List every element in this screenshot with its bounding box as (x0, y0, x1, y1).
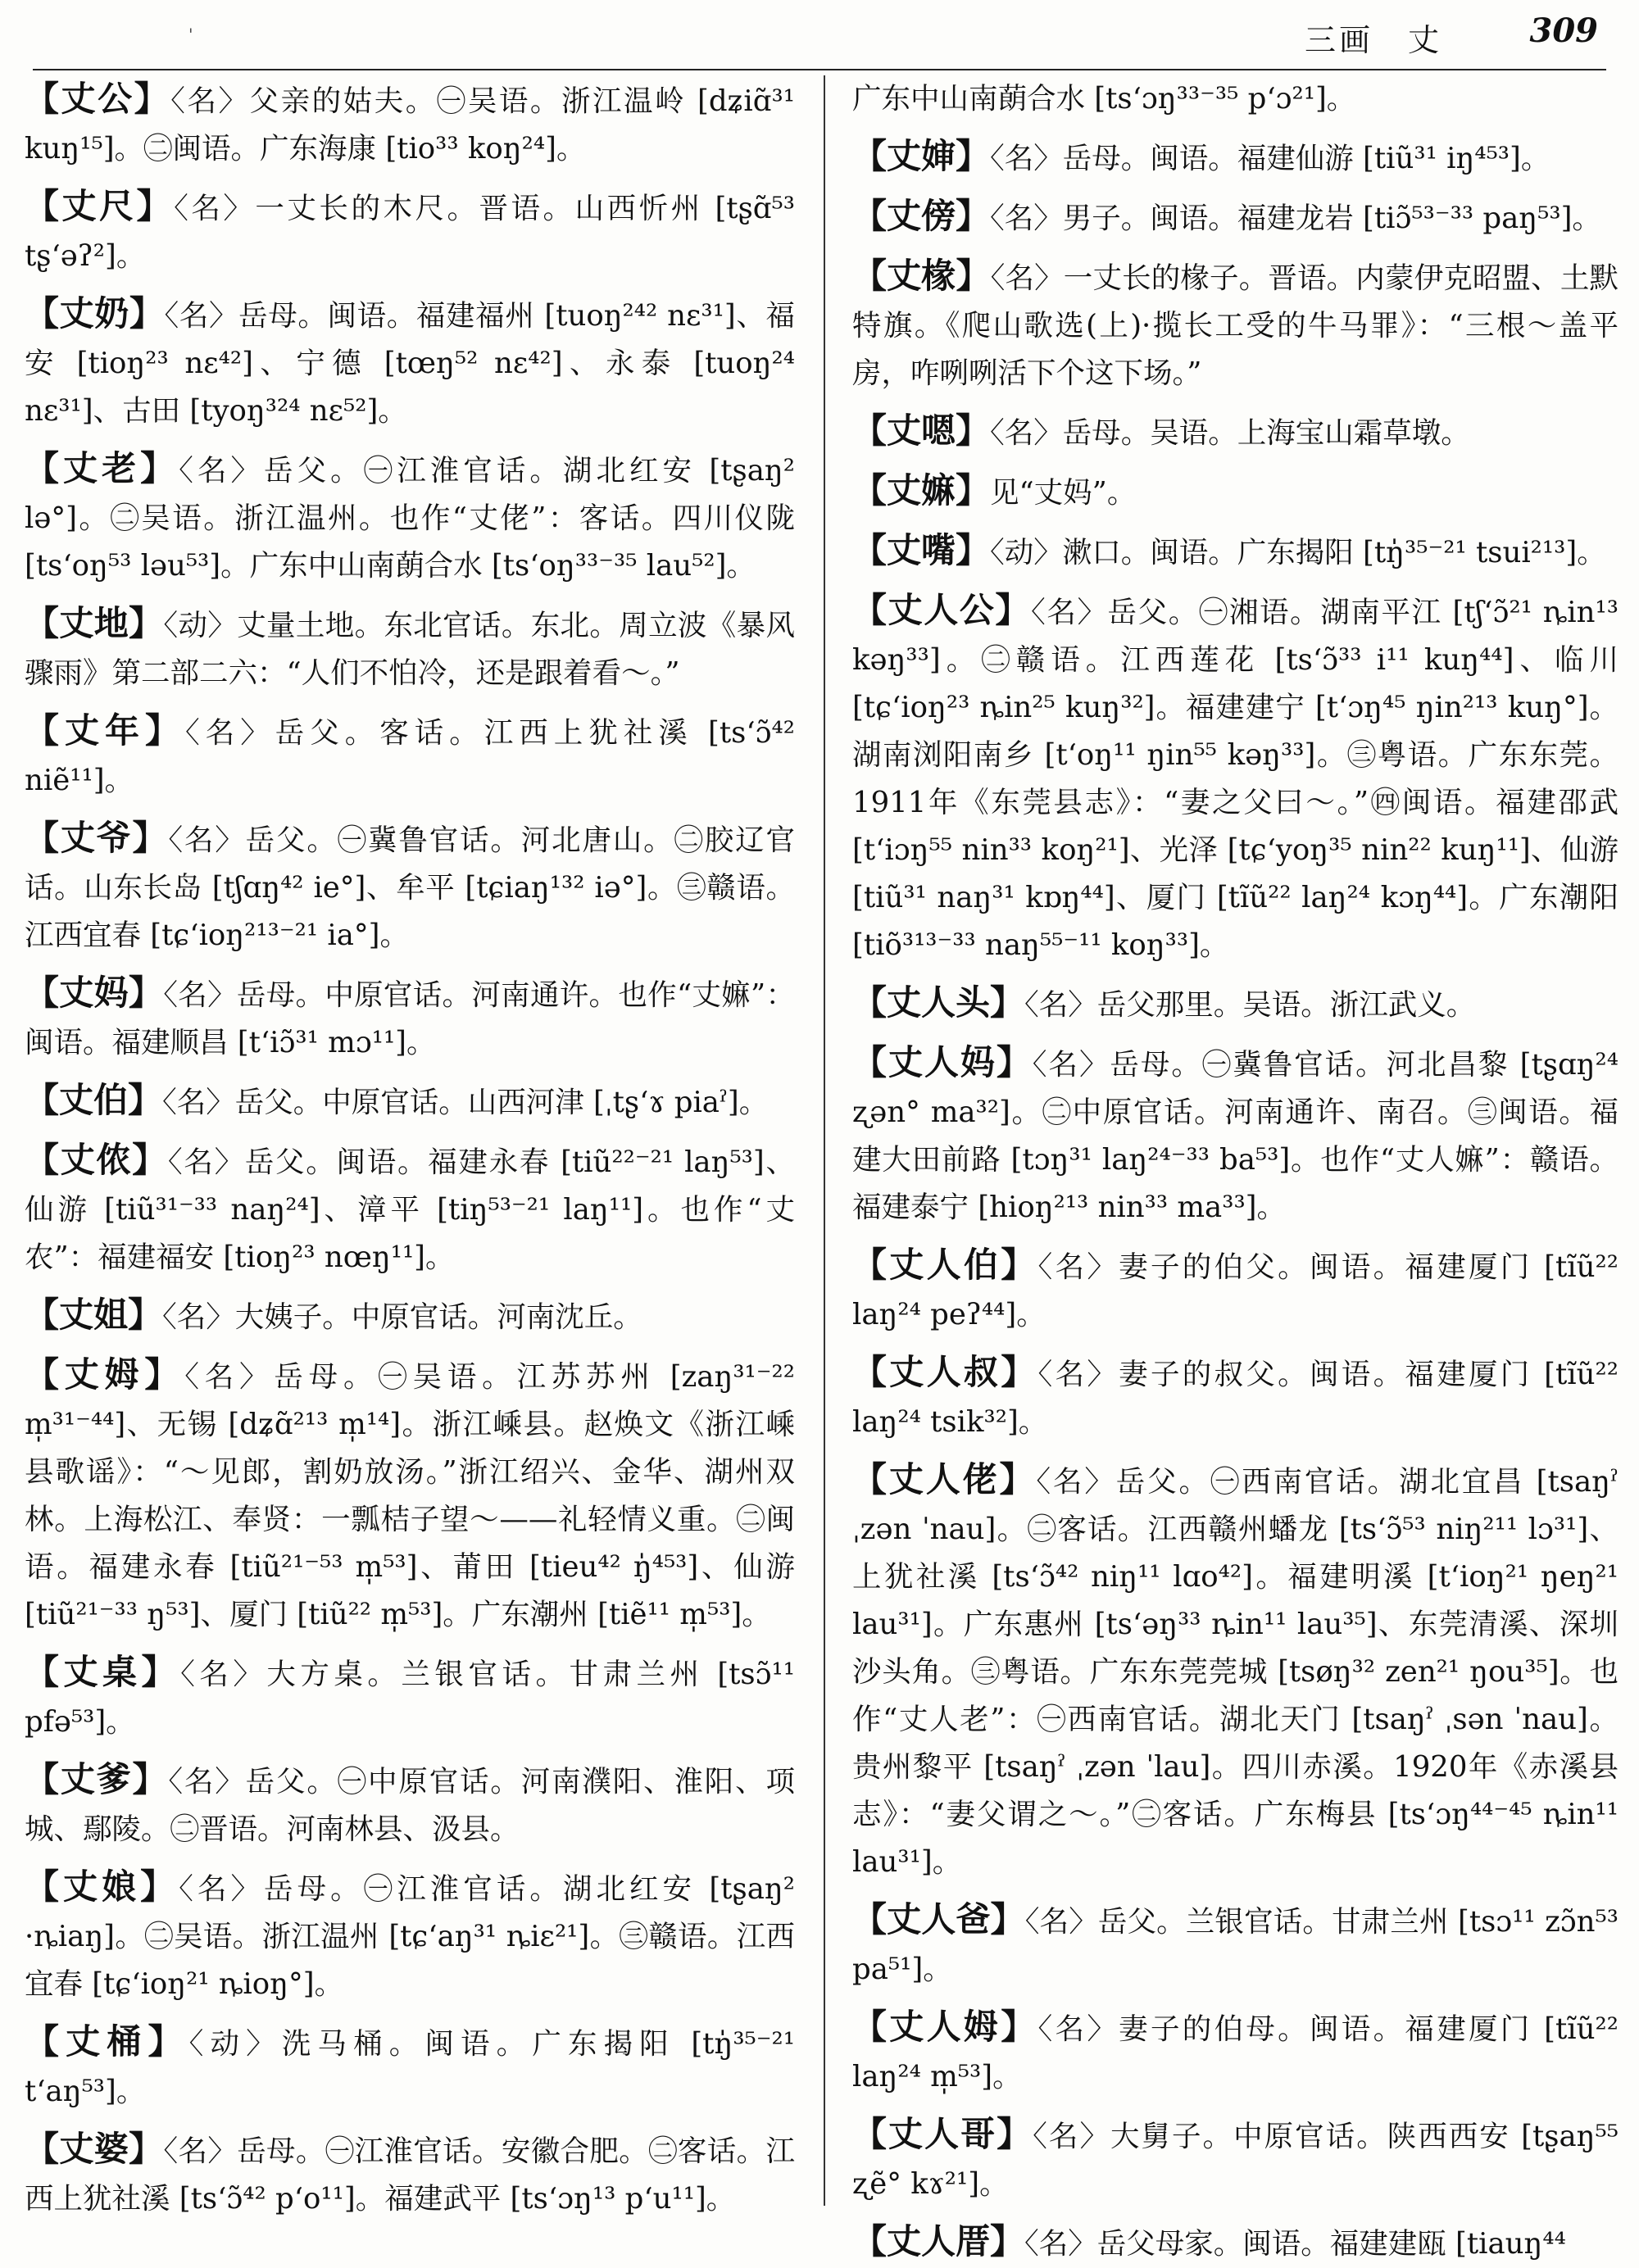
entry-headword: 【丈地】 (25, 603, 164, 643)
entry-definition: 〈名〉岳父母家。闽语。福建建瓯 [tiauŋ⁴⁴ (1024, 2227, 1566, 2261)
entry-headword: 【丈老】 (25, 448, 179, 488)
entry-definition: 〈名〉岳父。中原官话。山西河津 [ˌtʂʻɤ piaˀ]。 (162, 1086, 769, 1119)
dictionary-entry (852, 2218, 1619, 2268)
entry-headword: 【丈娘】 (25, 1867, 179, 1907)
dictionary-entry (852, 587, 1619, 969)
dictionary-entry (852, 252, 1619, 397)
entry-headword: 【丈伯】 (25, 1080, 163, 1120)
dictionary-entry (25, 600, 795, 697)
dictionary-entry (25, 814, 795, 959)
dictionary-entry (852, 1039, 1619, 1232)
dictionary-entry (25, 1756, 795, 1853)
entry-headword: 【丈公】 (25, 79, 171, 119)
entry-definition: 〈名〉岳母。吴语。上海宝山霜草墩。 (990, 416, 1470, 450)
page-header (33, 0, 1606, 70)
entry-definition: 〈名〉妻子的叔父。闽语。福建厦门 [tĩũ²² laŋ²⁴ tsik³²]。 (852, 1358, 1619, 1439)
entry-definition: 〈名〉妻子的伯母。闽语。福建厦门 [tĩũ²² laŋ²⁴ m̩⁵³]。 (852, 2012, 1619, 2093)
entry-definition: 〈名〉大舅子。中原官话。陕西西安 [tʂaŋ⁵⁵ ʐẽ° kɤ²¹]。 (852, 2120, 1619, 2201)
entry-definition: 〈名〉岳母。㊀吴语。江苏苏州 [zaŋ³¹⁻²² m̩³¹⁻⁴⁴]、无锡 [dʑɑ̃²¹³ m̩¹⁴]。浙江嵊县。赵焕文《浙江嵊县歌谣》：“～见郎，割奶放汤。”浙江绍兴、金华、湖州双林。上海松江、奉贤：一瓢桔子望～——礼轻情义重。㊁闽语。福建永春 [tiũ²¹⁻⁵³ m̩⁵³]、莆田 [tieu⁴² ŋ̍⁴⁵³]、仙游 [tiũ²¹⁻³³ ŋ⁵³]、厦门 [tiũ²² m̩⁵³]。广东潮州 [tiẽ¹¹ m̩⁵³]。 (25, 1360, 795, 1631)
entry-headword: 【丈椽】 (852, 256, 991, 296)
right-column (852, 75, 1619, 2261)
entry-definition: 〈名〉岳父。㊀湘语。湖南平江 [tʃʻɔ̃²¹ ȵin¹³ kəŋ³³]。㊁赣语。江西莲花 [tsʻɔ̃³³ i¹¹ kuŋ⁴⁴]、临川 [tɕʻioŋ²³ ȵin²⁵ kuŋ³²]。福建建宁 [tʻɔŋ⁴⁵ ŋin²¹³ kuŋ°]。湖南浏阳南乡 [tʻoŋ¹¹ ŋin⁵⁵ kəŋ³³]。㊂粤语。广东东莞。1911年《东莞县志》：“妻之父曰～。”㊃闽语。福建邵武 [tʻiɔŋ⁵⁵ nin³³ koŋ²¹]、光泽 [tɕʻyoŋ³⁵ nin²² kuŋ¹¹]、仙游 [tiũ³¹ naŋ³¹ kɒŋ⁴⁴]、厦门 [tĩũ²² laŋ²⁴ kɔŋ⁴⁴]。广东潮阳 [tiõ³¹³⁻³³ naŋ⁵⁵⁻¹¹ koŋ³³]。 (852, 596, 1619, 962)
entry-headword: 【丈嘴】 (852, 530, 991, 570)
entry-headword: 【丈爷】 (25, 818, 169, 858)
dictionary-entry (25, 290, 795, 435)
entry-definition: 〈名〉岳父。兰银官话。甘肃兰州 [tsɔ¹¹ zɔ̃n⁵³ pa⁵¹]。 (852, 1905, 1619, 1986)
entry-definition: 〈名〉岳母。㊀江淮官话。湖北红安 [tʂaŋ² ·ȵiaŋ]。㊁吴语。浙江温州 [tɕʻaŋ³¹ ȵiɛ²¹]。㊂赣语。江西宜春 [tɕʻioŋ²¹ ȵioŋ°]。 (25, 1872, 795, 2001)
dictionary-entry (852, 467, 1619, 517)
dictionary-entry (25, 707, 795, 805)
dictionary-entry (25, 2125, 795, 2223)
entry-headword: 【丈尺】 (25, 186, 175, 226)
dictionary-entry (25, 445, 795, 590)
dictionary-entry (25, 1136, 795, 1281)
entry-definition: 〈名〉父亲的姑夫。㊀吴语。浙江温岭 [dʑiɑ̃³¹ kuŋ¹⁵]。㊁闽语。广东海康 [tio³³ koŋ²⁴]。 (25, 84, 795, 166)
dictionary-entry (25, 969, 795, 1067)
entry-headword: 【丈人公】 (852, 590, 1031, 630)
entry-definition: 见“丈妈”。 (990, 476, 1137, 510)
dictionary-entry (852, 979, 1619, 1029)
entry-headword: 【丈嫲】 (852, 470, 991, 510)
dictionary-entry (852, 1349, 1619, 1446)
dictionary-entry (25, 183, 795, 280)
left-column (25, 75, 795, 2216)
continuation-text: 广东中山南蓢合水 [tsʻɔŋ³³⁻³⁵ pʻɔ²¹]。 (852, 82, 1356, 116)
entry-headword: 【丈人伯】 (852, 1245, 1038, 1285)
entry-headword: 【丈人爸】 (852, 1899, 1025, 1939)
entry-headword: 【丈年】 (25, 710, 185, 751)
page-number: 309 (1529, 11, 1598, 50)
entry-headword: 【丈侬】 (25, 1140, 168, 1180)
entry-definition: 〈名〉一丈长的椽子。晋语。内蒙伊克昭盟、土默特旗。《爬山歌选(上)·揽长工受的牛马罪》：“三根～盖平房，咋咧咧活下个这下场。” (852, 261, 1619, 390)
entry-headword: 【丈奶】 (25, 293, 165, 333)
dictionary-entry (25, 1077, 795, 1127)
entry-definition: 〈名〉岳父。㊀西南官话。湖北宜昌 [tsaŋˀ ˌzən ˈnau]。㊁客话。江西赣州蟠龙 [tsʻɔ̃⁵³ niŋ²¹¹ lɔ³¹]、上犹社溪 [tsʻɔ̃⁴² niŋ¹¹ lɑo⁴²]。福建明溪 [tʻioŋ²¹ ŋeŋ²¹ lau³¹]。广东惠州 [tsʻəŋ³³ ȵin¹¹ lau³⁵]、东莞清溪、深圳沙头角。㊂粤语。广东东莞莞城 [tsøŋ³² zen²¹ ŋou³⁵]。也作“丈人老”：㊀西南官话。湖北天门 [tsaŋˀ ˌsən ˈnau]。贵州黎平 [tsaŋˀ ˌzən ˈlau]。四川赤溪。1920年《赤溪县志》：“妻父谓之～。”㊁客话。广东梅县 [tsʻɔŋ⁴⁴⁻⁴⁵ ȵin¹¹ lau³¹]。 (852, 1465, 1619, 1879)
entry-headword: 【丈婆】 (25, 2129, 164, 2169)
entry-definition: 〈名〉岳父。客话。江西上犹社溪 [tsʻɔ̃⁴² niẽ¹¹]。 (25, 716, 795, 797)
dictionary-entry (25, 1291, 795, 1341)
entry-definition: 〈动〉洗马桶。闽语。广东揭阳 [tŋ̍³⁵⁻²¹ tʻaŋ⁵³]。 (25, 2027, 795, 2108)
entry-headword: 【丈妈】 (25, 973, 164, 1013)
entry-headword: 【丈桶】 (25, 2021, 189, 2062)
entry-headword: 【丈人佬】 (852, 1459, 1037, 1499)
entry-headword: 【丈人叔】 (852, 1352, 1038, 1392)
entry-definition: 〈名〉岳母。闽语。福建福州 [tuoŋ²⁴² nɛ³¹]、福安 [tioŋ²³ nɛ⁴²]、宁德 [tœŋ⁵² nɛ⁴²]、永泰 [tuoŋ²⁴ nɛ³¹]、古田 [tyoŋ³²⁴ nɛ⁵²]。 (25, 299, 795, 428)
dictionary-entry (852, 193, 1619, 243)
entry-definition: 〈名〉大方桌。兰银官话。甘肃兰州 [tsɔ̃¹¹ pfə⁵³]。 (25, 1658, 795, 1739)
entry-headword: 【丈嗯】 (852, 411, 991, 451)
dictionary-entry (25, 1351, 795, 1639)
dictionary-entry (852, 2111, 1619, 2208)
entry-headword: 【丈人妈】 (852, 1042, 1033, 1082)
dictionary-entry (25, 1649, 795, 1746)
entry-definition: 〈名〉大姨子。中原官话。河南沈丘。 (162, 1300, 642, 1334)
entry-headword: 【丈傍】 (852, 196, 991, 236)
entry-definition: 〈名〉岳母。㊀江淮官话。安徽合肥。㊁客话。江西上犹社溪 [tsʻɔ̃⁴² pʻo¹¹]。福建武平 [tsʻɔŋ¹³ pʻu¹¹]。 (25, 2134, 795, 2216)
entry-definition: 〈名〉岳父。㊀江淮官话。湖北红安 [tʂaŋ² lə°]。㊁吴语。浙江温州。也作“丈佬”：客话。四川仪陇 [tsʻoŋ⁵³ ləu⁵³]。广东中山南蓢合水 [tsʻoŋ³³⁻³⁵ lau⁵²]。 (25, 454, 795, 583)
dictionary-entry (852, 1896, 1619, 1994)
dictionary-entry (852, 407, 1619, 457)
corner-mark: ' (188, 25, 193, 44)
entry-headword: 【丈人哥】 (852, 2114, 1033, 2154)
entry-definition: 〈名〉岳母。闽语。福建仙游 [tiũ³¹ iŋ⁴⁵³]。 (990, 142, 1550, 175)
entry-definition: 〈名〉男子。闽语。福建龙岩 [tiɔ̃⁵³⁻³³ paŋ⁵³]。 (990, 202, 1601, 235)
entry-headword: 【丈爹】 (25, 1759, 169, 1799)
entry-definition: 〈名〉岳父。㊀冀鲁官话。河北唐山。㊁胶辽官话。山东长岛 [tʃɑŋ⁴² ie°]、牟平 [tɕiaŋ¹³² iə°]。㊂赣语。江西宜春 [tɕʻioŋ²¹³⁻²¹ ia°]。 (25, 823, 795, 952)
running-head: 三画 丈 (1304, 22, 1442, 58)
entry-headword: 【丈桌】 (25, 1652, 181, 1692)
entry-headword: 【丈姐】 (25, 1295, 163, 1335)
entry-definition: 〈名〉妻子的伯父。闽语。福建厦门 [tĩũ²² laŋ²⁴ peʔ⁴⁴]。 (852, 1250, 1619, 1331)
entry-definition: 〈名〉岳母。㊀冀鲁官话。河北昌黎 [tʂɑŋ²⁴ ʐən° ma³²]。㊁中原官话。河南通许、南召。㊂闽语。福建大田前路 [tɔŋ³¹ laŋ²⁴⁻³³ ba⁵³]。也作“丈人嫲”：赣语。福建泰宁 [hioŋ²¹³ nin³³ ma³³]。 (852, 1048, 1619, 1224)
entry-definition: 〈名〉岳父。㊀中原官话。河南濮阳、淮阳、项城、鄢陵。㊁晋语。河南林县、汲县。 (25, 1765, 795, 1846)
entry-definition: 〈名〉一丈长的木尺。晋语。山西忻州 [tʂɑ̃⁵³ tʂʻəʔ²]。 (25, 192, 795, 273)
dictionary-entry (852, 1456, 1619, 1886)
dictionary-entry (25, 2018, 795, 2116)
entry-headword: 【丈人姆】 (852, 2007, 1038, 2047)
entry-definition: 〈动〉漱口。闽语。广东揭阳 [tŋ̍³⁵⁻²¹ tsui²¹³]。 (990, 536, 1606, 569)
dictionary-entry (852, 133, 1619, 183)
dictionary-entry (852, 2003, 1619, 2101)
dictionary-entry (25, 75, 795, 173)
dictionary-entry (852, 1241, 1619, 1339)
entry-headword: 【丈人厝】 (852, 2221, 1025, 2261)
dictionary-entry (852, 527, 1619, 577)
entry-headword: 【丈婶】 (852, 136, 991, 176)
column-divider (824, 75, 825, 2206)
entry-definition: 〈动〉丈量土地。东北官话。东北。周立波《暴风骤雨》第二部二六：“人们不怕冷，还是跟着看～。” (25, 609, 795, 690)
entry-definition: 〈名〉岳父那里。吴语。浙江武义。 (1024, 988, 1476, 1022)
entry-headword: 【丈姆】 (25, 1354, 185, 1395)
dictionary-entry (25, 1863, 795, 2008)
entry-definition: 〈名〉岳父。闽语。福建永春 [tiũ²²⁻²¹ laŋ⁵³]、仙游 [tiũ³¹⁻³³ naŋ²⁴]、漳平 [tiŋ⁵³⁻²¹ laŋ¹¹]。也作“丈农”：福建福安 [tioŋ²³ nœŋ¹¹]。 (25, 1145, 795, 1274)
entry-headword: 【丈人头】 (852, 982, 1025, 1023)
entry-definition: 〈名〉岳母。中原官话。河南通许。也作“丈嫲”：闽语。福建顺昌 [tʻiɔ̃³¹ mɔ¹¹]。 (25, 978, 795, 1059)
